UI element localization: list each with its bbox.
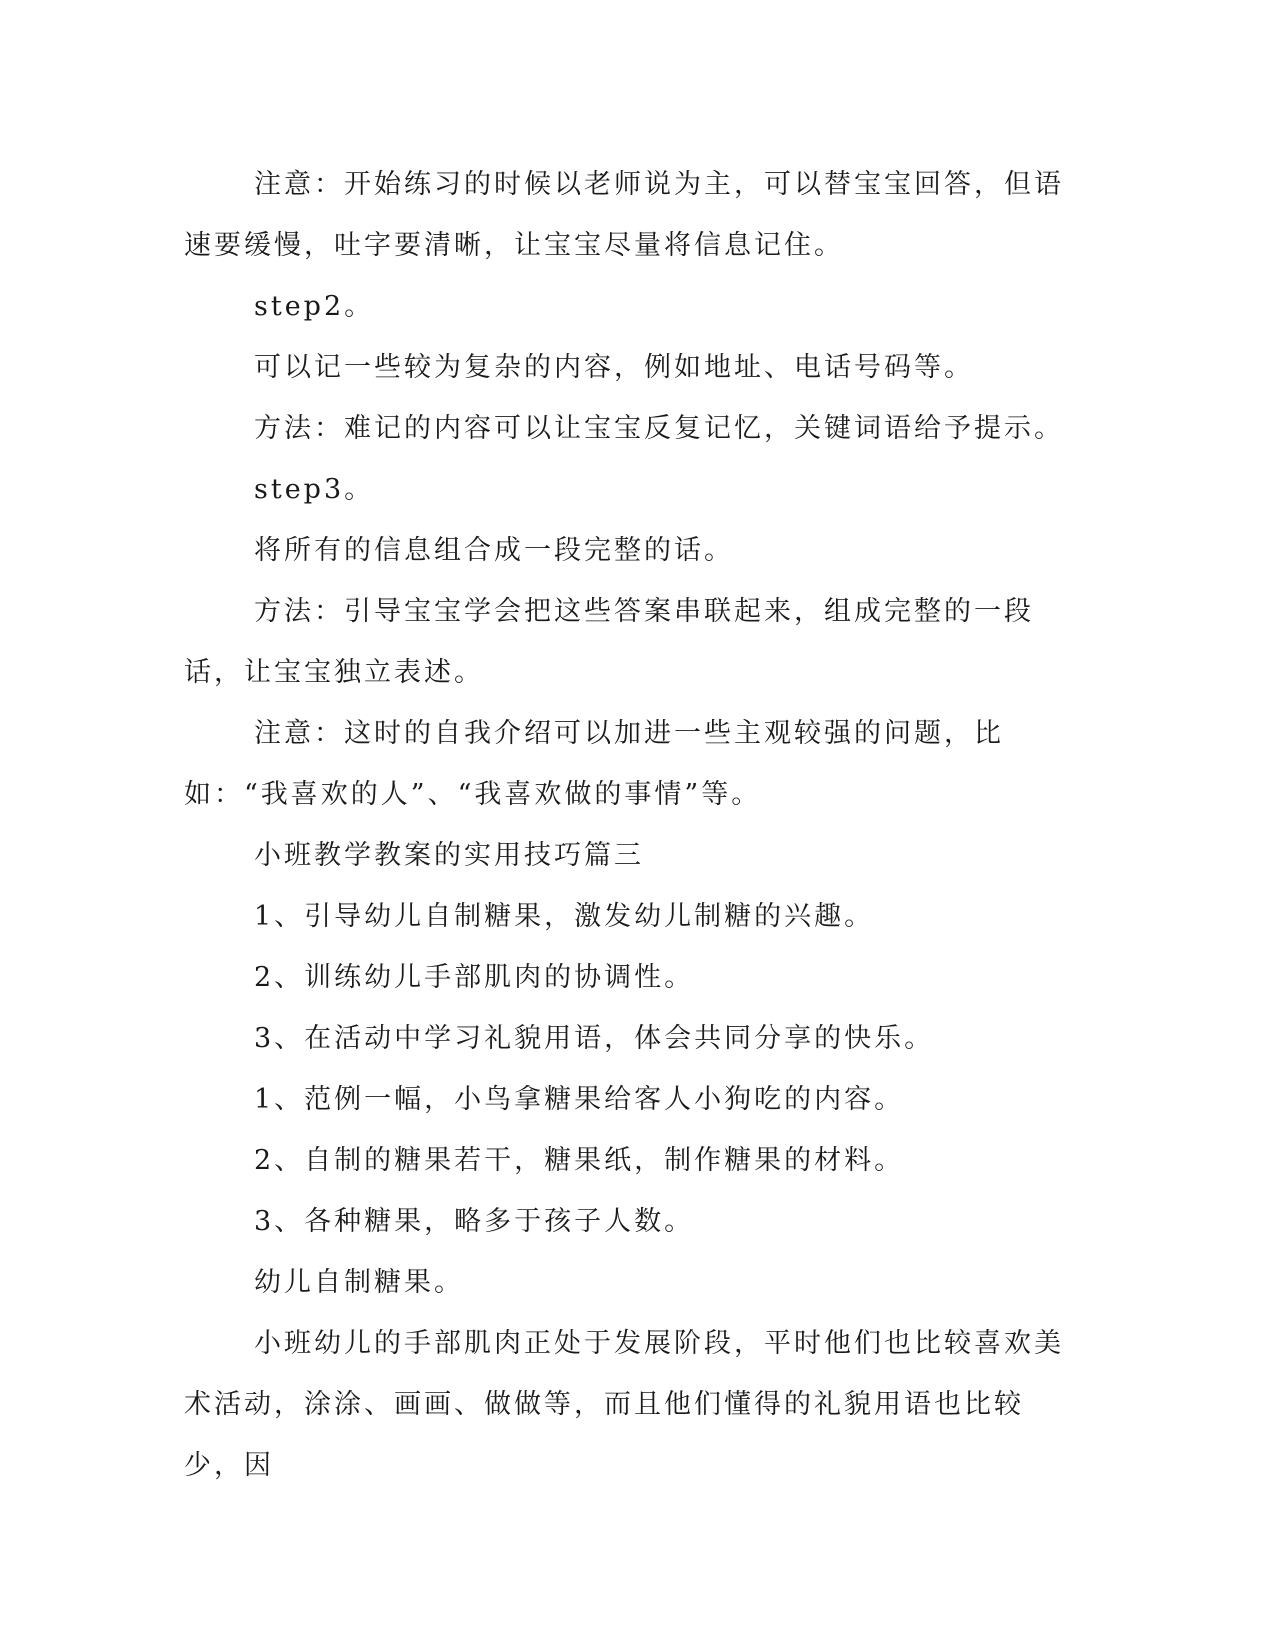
list-item: 1、范例一幅，小鸟拿糖果给客人小狗吃的内容。 [254,1084,905,1115]
document-body [184,154,1064,1496]
paragraph: step3。 [254,474,375,505]
paragraph: 方法：难记的内容可以让宝宝反复记忆，关键词语给予提示。 [254,413,1064,444]
list-item: 3、各种糖果，略多于孩子人数。 [254,1206,695,1237]
paragraph: 可以记一些较为复杂的内容，例如地址、电话号码等。 [254,352,974,383]
list-item: 1、引导幼儿自制糖果，激发幼儿制糖的兴趣。 [254,901,875,932]
paragraph: step2。 [254,291,375,322]
list-item: 2、训练幼儿手部肌肉的协调性。 [254,962,695,993]
list-item: 3、在活动中学习礼貌用语，体会共同分享的快乐。 [254,1023,935,1054]
paragraph: 小班幼儿的手部肌肉正处于发展阶段，平时他们也比较喜欢美术活动，涂涂、画画、做做等，而且他们懂得的礼貌用语也比较少，因 [184,1328,1064,1481]
paragraph: 注意：开始练习的时候以老师说为主，可以替宝宝回答，但语速要缓慢，吐字要清晰，让宝宝尽量将信息记住。 [184,169,1064,261]
paragraph: 注意：这时的自我介绍可以加进一些主观较强的问题，比如：“我喜欢的人”、“我喜欢做的事情”等。 [184,718,1004,810]
section-title: 小班教学教案的实用技巧篇三 [254,840,644,871]
paragraph: 幼儿自制糖果。 [254,1267,464,1298]
list-item: 2、自制的糖果若干，糖果纸，制作糖果的材料。 [254,1145,905,1176]
paragraph: 将所有的信息组合成一段完整的话。 [254,535,734,566]
paragraph: 方法：引导宝宝学会把这些答案串联起来，组成完整的一段话，让宝宝独立表述。 [184,596,1034,688]
